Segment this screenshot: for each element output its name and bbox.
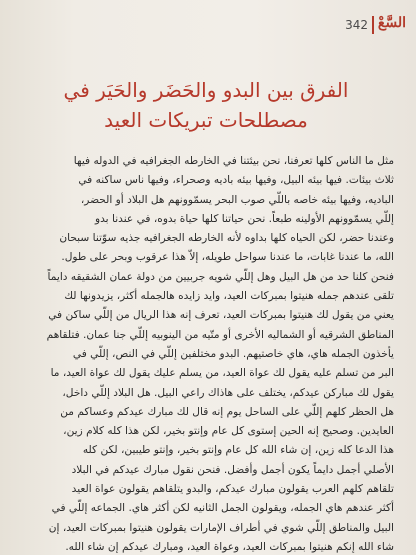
- body-line: شاء الله إنكم هنيتوا بمبركات العيد، وعواة العيد، ومبارك عيدكم إن شاء الله.: [65, 540, 394, 553]
- body-line: ثلاث بيئات. فيها بيئه البيل، وفيها بيئه باديه وصحراء، وفيها ناس ساكنه في: [78, 174, 394, 187]
- body-line: البيل والمناطق إللّي شوي في أطراف الإمارات يقولون هنيتوا بمبركات العيد، إن: [48, 521, 394, 534]
- body-line: الله، ما عندنا غابات، ما عندنا سواحل طويله، إلاّ هذا عرقوب وبحر على طول.: [61, 251, 394, 264]
- running-head: السَّعْ: [377, 15, 406, 31]
- body-line: فنحن كلنا حد من هل البيل وهل إللّي شويه جربيين من دولة عمان الشقيقه دايماً: [47, 270, 394, 283]
- page-number: 342: [345, 18, 368, 32]
- body-line: يقول لك مباركن عيدكم، يختلف على هاذاك راعي البيل. هل البلاد إللّي داخل،: [62, 386, 394, 399]
- body-line: وعندنا حضر، لكن الحياه كلها بداوه لأنه الخارطه الجغرافيه جذيه سوّتنا سبحان: [59, 232, 394, 245]
- body-line: هل الحظر كلهم إللّي على الساحل يوم إنه قال لك مبارك عيدكم وعساكم من: [60, 405, 394, 418]
- header-separator: [372, 16, 374, 34]
- body-line: إللّي يسمّوونهم الأولينه طبعاً. نحن حياتنا كلها حياة بدوه، في عندنا بدو: [94, 212, 394, 225]
- body-line: أكثر عندهم هاي الجمله، ويقولون الجمل الثانيه لكن أكثر هاي. الجماعه إللّي في: [51, 502, 394, 515]
- body-line: الأصلي أجمل دايماً يكون أجمل وأفضل. فنحن نقول مبارك عيدكم في البلاد: [71, 463, 394, 476]
- body-text: [22, 152, 394, 555]
- body-line: تلقى عندهم جمله هنيتوا بمبركات العيد، وايد زايده هالجمله أكثر، يزيدونها لك: [64, 290, 394, 303]
- body-line: هذا الدعا كله زين، إن شاء الله كل عام وإنتو بخير، وإنتو طيبين، لكن كله: [82, 444, 394, 457]
- body-line: تلقاهم كلهم العرب يقولون مبارك عيدكم، والبدو يتلقاهم يقولون عواة العيد: [71, 483, 394, 496]
- body-line: مثل ما الناس كلها تعرفنا، نحن بيئتنا في الخارطه الجغرافيه في الدوله فيها: [73, 155, 394, 167]
- body-line: العايدين. وصحيح إنه الحين إستوى كل عام وإنتو بخير، لكن هذا كله كلام زين،: [63, 425, 394, 438]
- title-line-2: مصطلحات تبريكات العيد: [104, 108, 308, 132]
- title-line-1: الفرق بين البدو والحَضَر والحَيَر في: [63, 78, 349, 102]
- body-line: يعني من يقول لك هنيتوا بمبركات العيد، تعرف إنه هذا الريال من إللّي ساكن في: [48, 309, 394, 322]
- body-line: الباديه، وفيها بيئه خاصه باللّي صوب البحر يسمّوونهم هل البلاد أو الحضر،: [80, 193, 394, 206]
- chapter-title: [26, 75, 386, 135]
- body-line: المناطق الشرقيه أو الشماليه الأخرى أو متّيه من الينوبيه إللّي جنا عمان. فتلقاهم: [46, 328, 394, 341]
- page-header: [0, 12, 416, 36]
- body-line: البر من تسلم عليه يقول لك عواة العيد، من يسلم عليك يقول لك عواة العيد، ما: [50, 367, 394, 380]
- body-line: يأخذون الجمله هاي، هاي خاصتيهم. البدو مختلفين إللّي في النص، إللّي في: [72, 347, 394, 360]
